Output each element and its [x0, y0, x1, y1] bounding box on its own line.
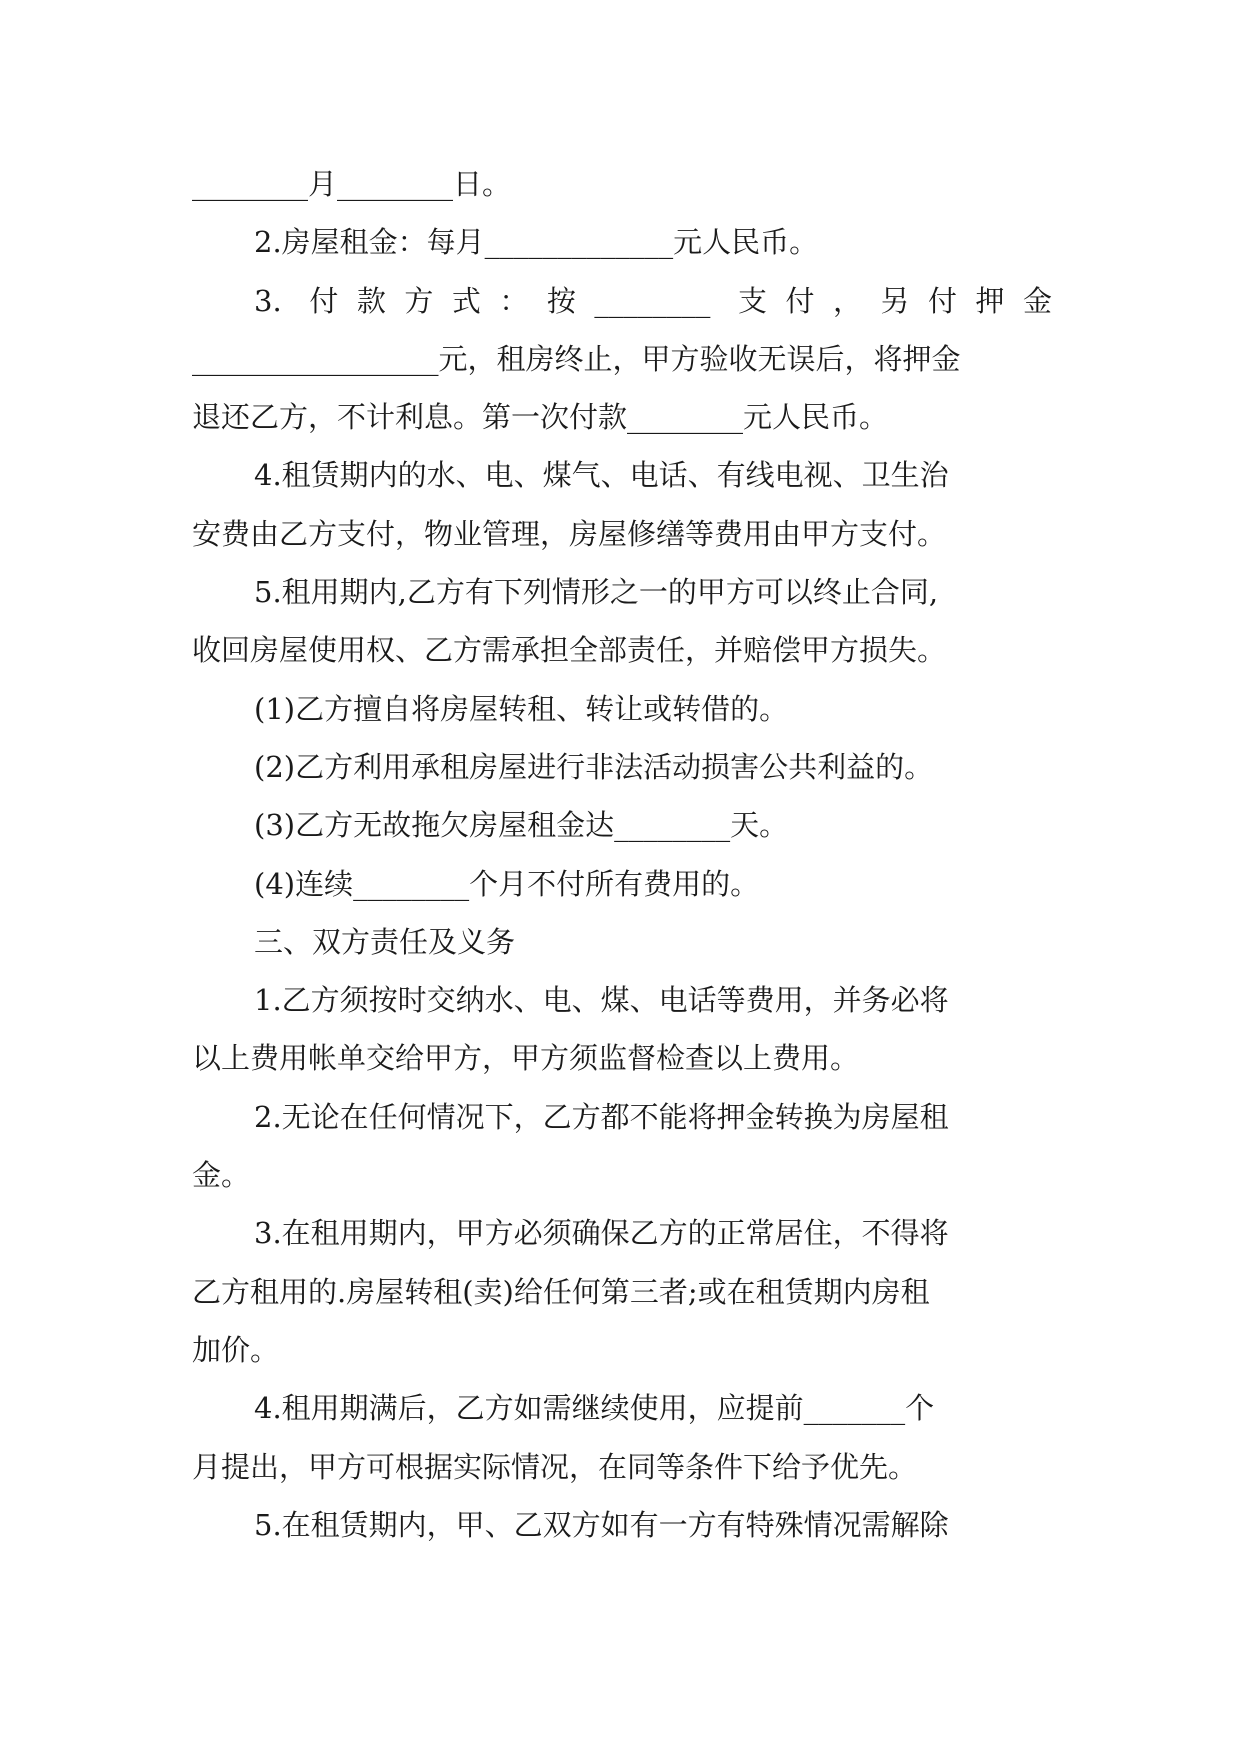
text-line: 2.无论在任何情况下，乙方都不能将押金转换为房屋租 — [254, 1099, 949, 1134]
text-line: 1.乙方须按时交纳水、电、煤、电话等费用，并务必将 — [254, 983, 949, 1018]
text-line: (4)连续________个月不付所有费用的。 — [254, 866, 760, 901]
text-line: (2)乙方利用承租房屋进行非法活动损害公共利益的。 — [254, 749, 934, 784]
text-line: 以上费用帐单交给甲方，甲方须监督检查以上费用。 — [192, 1041, 860, 1076]
text-line: 安费由乙方支付，物业管理，房屋修缮等费用由甲方支付。 — [192, 516, 947, 551]
text-line: (1)乙方擅自将房屋转租、转让或转借的。 — [254, 691, 789, 726]
text-line: _________________元，租房终止，甲方验收无误后，将押金 — [192, 341, 961, 376]
text-line: 2.房屋租金：每月_____________元人民币。 — [254, 225, 819, 260]
text-line: 4.租赁期内的水、电、煤气、电话、有线电视、卫生治 — [254, 458, 949, 493]
document-body — [192, 155, 1052, 1554]
text-line: 5.在租赁期内，甲、乙双方如有一方有特殊情况需解除 — [254, 1507, 949, 1542]
text-line: ________月________日。 — [192, 167, 512, 201]
text-line: 加价。 — [192, 1332, 280, 1367]
text-line: 退还乙方，不计利息。第一次付款________元人民币。 — [192, 400, 889, 435]
text-line: 月提出，甲方可根据实际情况，在同等条件下给予优先。 — [192, 1449, 918, 1484]
text-line: 5.租用期内,乙方有下列情形之一的甲方可以终止合同, — [254, 575, 939, 610]
text-line: 3.在租用期内，甲方必须确保乙方的正常居住，不得将 — [254, 1216, 949, 1251]
text-line: (3)乙方无故拖欠房屋租金达________天。 — [254, 808, 789, 843]
text-line: 4.租用期满后，乙方如需继续使用，应提前_______个 — [254, 1391, 935, 1426]
text-line: 乙方租用的.房屋转租(卖)给任何第三者;或在租赁期内房租 — [192, 1274, 930, 1309]
text-line: 收回房屋使用权、乙方需承担全部责任，并赔偿甲方损失。 — [192, 633, 947, 668]
section-heading: 三、双方责任及义务 — [254, 924, 516, 959]
text-line: 3. 付款方式：按________ 支付，另付押金 — [254, 283, 1052, 318]
text-line: 金。 — [192, 1158, 251, 1193]
